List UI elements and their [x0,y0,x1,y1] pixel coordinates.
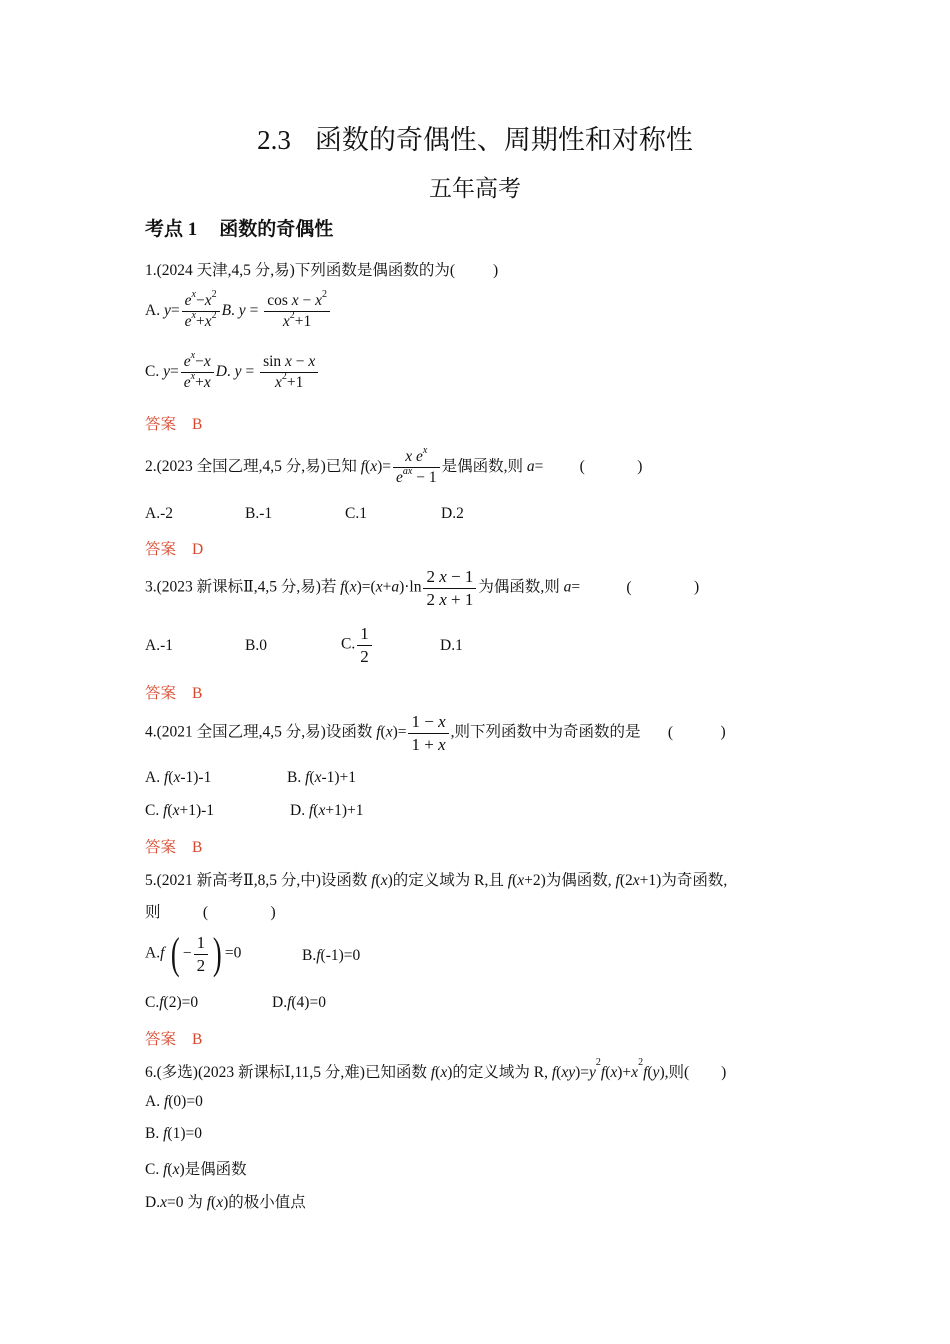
question-1-options-cd: C. y= $\frac{e^x-x}{e^x+x}$ D. y = $\frac{\text{sin x − x}}{x^2+1}$ [145,353,320,392]
question-1-answer: 答案 B [145,416,203,433]
question-4-option-a: A. f(x-1)-1 [145,769,212,786]
section-name: 函数的奇偶性 [219,219,334,240]
question-6-stem: 6.(多选)(2023 新课标Ⅰ,11,5 分,难)已知函数 f(x)的定义域为 R, $f(xy)=y^2f(x)+x^2f(y)$,则( ) [145,1057,727,1081]
question-2-option-d: D.2 [441,505,464,522]
section-heading [145,214,333,241]
question-4-option-d: D. f(x+1)+1 [290,802,364,819]
page-subtitle: 五年高考 [429,176,521,201]
question-4-option-c: C. f(x+1)-1 [145,802,215,819]
question-3-answer: 答案 B [145,685,203,702]
section-label: 考点 1 [145,219,198,240]
title-number: 2.3 [257,125,291,155]
question-2-answer: 答案 D [145,541,204,558]
question-1-stem: 1.(2024 天津,4,5 分,易)下列函数是偶函数的为( ) [145,262,499,279]
question-2-option-a: A.-2 [145,505,173,522]
question-3-option-a: A.-1 [145,637,173,654]
question-5-answer: 答案 B [145,1031,203,1048]
question-3-option-b: B.0 [245,637,267,654]
question-5-option-d: D.f(4)=0 [272,994,326,1011]
question-6-option-d: D.x=0 为 f(x)的极小值点 [145,1194,306,1211]
question-6-option-a: A. f(0)=0 [145,1093,203,1110]
question-5-option-c: C.f(2)=0 [145,994,199,1011]
question-2-option-c: C.1 [345,505,367,522]
title-text: 函数的奇偶性、周期性和对称性 [314,125,693,155]
question-2-option-b: B.-1 [245,505,273,522]
question-5-option-a: A.f ( − $\frac{1}{2}$ ) =0 [145,929,242,978]
question-2-stem: 2.(2023 全国乙理,4,5 分,易)已知 f(x)= $\frac{x e^x}{e^{ax} - 1}$ 是偶函数,则 a= ( ) [145,445,643,486]
question-4-answer: 答案 B [145,839,203,856]
question-3-option-d: D.1 [440,637,463,654]
question-1-options-ab: A. y= $\frac{e^x-x^2}{e^x+x^2}$ B. y = $\frac{\cos x - x^2}{x^2+1}$ [145,292,332,331]
question-3-option-c: C. $\frac{1}{2}$ [341,624,374,666]
question-5-stem: 5.(2021 新高考Ⅱ,8,5 分,中)设函数 f(x)的定义域为 R,且 f(x+2)为偶函数, f(2x+1)为奇函数, [145,872,728,889]
question-6-option-b: B. f(1)=0 [145,1125,202,1142]
question-4-option-b: B. f(x-1)+1 [287,769,357,786]
question-3-stem: 3.(2023 新课标Ⅱ,4,5 分,易)若 f(x)=(x+a)·ln $\frac{2 x - 1}{2 x + 1}$ 为偶函数,则 a= ( ) [145,567,700,609]
question-4-stem: 4.(2021 全国乙理,4,5 分,易)设函数 f(x)= $\frac{1 - x}{1 + x}$ ,则下列函数中为奇函数的是 ( ) [145,712,726,754]
question-6-option-c: C. f(x)是偶函数 [145,1161,247,1178]
question-5-option-b: B.f(-1)=0 [302,947,361,964]
question-5-stem-line2: 则 ( ) [145,904,276,921]
page-title [0,118,950,157]
